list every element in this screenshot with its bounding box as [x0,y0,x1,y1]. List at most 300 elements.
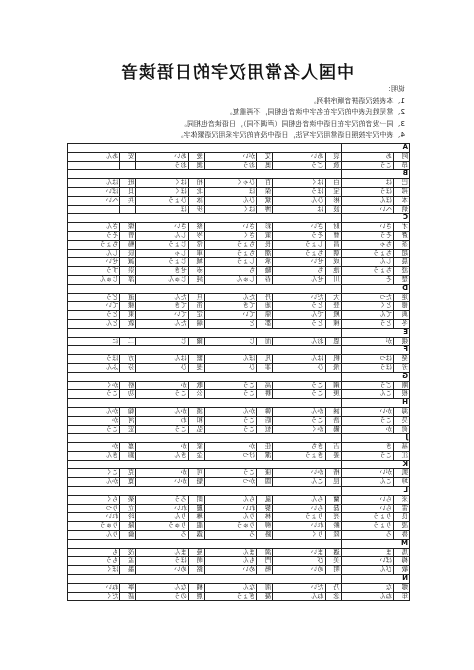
kanji-cell: 端 [188,319,204,328]
reading-cell: ひ [136,363,188,372]
reading-cell: らく [68,495,120,504]
reading-cell: ぼく [68,566,120,575]
section-header-row [68,346,410,355]
reading-cell: ひ [273,363,325,372]
reading-cell: けつ [204,451,256,460]
kanji-cell: 東 [120,311,136,320]
note-item: 2、常见姓氏表中的汉字在名字中读音也相同，不再重复。 [225,108,405,116]
section-header-blank [68,539,342,548]
kanji-cell: 門 [257,557,273,566]
kanji-cell: 克 [120,469,136,478]
reading-cell: まん [204,548,256,557]
reading-cell: な [341,583,393,592]
kanji-cell: 家 [188,443,204,452]
kanji-cell: 高 [257,381,273,390]
kanji-cell: 金 [188,451,204,460]
reading-cell: ひん [204,196,256,205]
kanji-cell: 白 [325,179,341,188]
kanji-cell: 笛 [188,302,204,311]
kanji-cell: 彩 [257,223,273,232]
reading-cell: ちょう [341,267,393,276]
reading-cell: じ [136,337,188,346]
kanji-cell: 城 [188,258,204,267]
reading-cell: りん [204,513,256,522]
note-item: 4、表中汉字按照日语常用汉字写法，日语中没有的汉字采用汉语繁体字。 [176,131,405,139]
kanji-cell: 昂 [394,161,410,170]
kanji-cell: 長 [257,240,273,249]
table-row [68,390,410,399]
kanji-cell: 飛 [325,363,341,372]
section-header-row [68,539,410,548]
kanji-cell: 皓 [257,416,273,425]
kanji-cell: 荷 [394,425,410,434]
reading-cell: らい [341,504,393,513]
reading-cell: ちょう [341,249,393,258]
kanji-cell: 丹 [257,293,273,302]
kanji-cell: 姜 [325,451,341,460]
reading-cell: りつ [68,504,120,513]
kanji-cell: 雷 [394,504,410,513]
kanji-cell: 誠 [120,258,136,267]
reading-cell: とう [68,311,120,320]
kanji-cell: 敏 [394,566,410,575]
kanji-cell: 海 [394,407,410,416]
kanji-cell: 満 [257,548,273,557]
reading-cell: ろ [204,531,256,540]
table-row [68,179,410,188]
reading-cell: あん [68,152,120,161]
kanji-cell: 曾 [120,231,136,240]
table-row [68,293,410,302]
kanji-cell: 保 [257,187,273,196]
kanji-cell: 淳 [120,275,136,284]
kanji-cell: 黎 [257,504,273,513]
kanji-cell: 繁 [188,355,204,364]
readings-table-body [68,144,410,601]
reading-cell: こう [68,390,120,399]
table-row [68,425,410,434]
table-row [68,275,410,284]
reading-cell: でん [273,311,325,320]
reading-cell: ぎょう [204,592,256,601]
reading-cell: ふん [68,363,120,372]
kanji-cell: 阿 [394,152,410,161]
kanji-cell [120,161,136,170]
reading-cell: ほう [136,557,188,566]
reading-cell: らい [341,495,393,504]
kanji-cell: 琳 [188,513,204,522]
reading-cell: こう [204,469,256,478]
reading-cell: しゅん [204,275,256,284]
reading-cell: ほう [341,363,393,372]
kanji-cell: 蔡 [188,223,204,232]
kanji-cell: 方 [120,355,136,364]
reading-cell: ほう [341,187,393,196]
reading-cell: なん [136,583,188,592]
reading-cell: はく [136,179,188,188]
kanji-cell: 梅 [394,557,410,566]
kanji-cell: 齢 [325,522,341,531]
reading-cell: れい [136,504,188,513]
kanji-cell: 凌 [394,522,410,531]
reading-cell: どう [68,293,120,302]
reading-cell: れい [204,504,256,513]
kanji-cell: 達 [394,293,410,302]
table-row [68,566,410,575]
reading-cell: こう [341,451,393,460]
reading-cell: すう [68,267,120,276]
kanji-cell: 登 [325,302,341,311]
reading-cell: りゅう [68,522,120,531]
reading-cell: あい [273,152,325,161]
reading-cell: こう [68,425,120,434]
section-header-row [68,460,410,469]
kanji-cell: 路 [257,531,273,540]
kanji-cell: 徳 [394,302,410,311]
kanji-cell: 承 [257,258,273,267]
kanji-cell: 步 [188,205,204,214]
reading-cell: たつ [341,293,393,302]
reading-cell: ひゃく [204,179,256,188]
reading-cell: めい [273,566,325,575]
section-header-blank [68,284,342,293]
table-row [68,311,410,320]
reading-cell: ざい [273,223,325,232]
reading-cell: こう [273,416,325,425]
kanji-cell [120,205,136,214]
table-row [68,196,410,205]
kanji-cell: 庚 [325,390,341,399]
kanji-cell: 潮 [257,249,273,258]
section-header-blank [68,487,342,496]
kanji-cell: 鶴 [325,425,341,434]
kanji-cell: 良 [394,513,410,522]
reading-cell: に [68,337,120,346]
reading-cell: だい [273,293,325,302]
reading-cell [68,161,120,170]
table-row [68,381,410,390]
reading-cell: か [68,443,120,452]
kanji-cell: 乃 [325,583,341,592]
reading-cell: そ [341,275,393,284]
kanji-cell: 鋼 [325,381,341,390]
section-header-row [68,434,410,443]
section-header-blank [68,575,342,584]
table-row [68,548,410,557]
reading-cell: ばい [341,557,393,566]
reading-cell: かん [68,478,120,487]
reading-cell: ごう [341,381,393,390]
kanji-cell: 基 [394,443,410,452]
kanji-cell: 南 [257,583,273,592]
reading-cell: はん [68,179,120,188]
reading-cell: れい [68,513,120,522]
reading-cell: かん [136,407,188,416]
section-letter: D [341,284,409,293]
kanji-cell: 道 [120,293,136,302]
kanji-cell: 昌 [325,240,341,249]
reading-cell: び [273,557,325,566]
reading-cell: こく [68,469,120,478]
reading-cell: わ [136,416,188,425]
reading-cell: じょう [136,258,188,267]
table-row [68,223,410,232]
kanji-cell: 澄 [394,267,410,276]
reading-cell: じょう [136,240,188,249]
reading-cell: さん [68,223,120,232]
section-header-row [68,328,410,337]
reading-cell: てき [136,302,188,311]
kanji-cell: 邦 [394,187,410,196]
section-letter: H [341,399,409,408]
kanji-cell: 辰 [120,249,136,258]
section-header-blank [68,346,342,355]
section-header-blank [68,399,342,408]
kanji-cell: 陸 [325,531,341,540]
reading-cell: ち [273,267,325,276]
reading-cell: たん [136,293,188,302]
table-row [68,451,410,460]
reading-cell: てん [341,311,393,320]
reading-cell: ひょう [136,196,188,205]
reading-cell: ひ [204,363,256,372]
kanji-cell: 玲 [120,513,136,522]
kanji-cell: 曹 [325,231,341,240]
section-letter: N [341,575,409,584]
reading-cell: き [341,443,393,452]
kanji-cell: 昊 [394,416,410,425]
reading-cell: ねん [341,592,393,601]
reading-cell: ひん [273,196,325,205]
kanji-cell: 斐 [188,363,204,372]
kanji-cell: 帆 [325,355,341,364]
kanji-cell: 超 [394,249,410,258]
reading-cell: は [273,205,325,214]
kanji-cell: 安 [120,152,136,161]
kanji-cell: 磊 [325,504,341,513]
kanji-cell: 常 [188,240,204,249]
reading-cell: かく [68,381,120,390]
kanji-cell: 柏 [188,179,204,188]
reading-cell: とん [68,319,120,328]
reading-cell: てい [204,311,256,320]
kanji-cell: 明 [325,566,341,575]
kanji-cell: 蘭 [325,495,341,504]
reading-cell: はく [204,205,256,214]
kanji-cell: 茶 [394,240,410,249]
kanji-cell: 芬 [120,363,136,372]
kanji-cell: 冬 [394,319,410,328]
table-row [68,205,410,214]
section-header-row [68,487,410,496]
kanji-cell: 二 [120,337,136,346]
kanji-cell: 赤 [188,267,204,276]
reading-cell: じゅん [136,275,188,284]
kanji-cell: 茂 [120,548,136,557]
reading-cell: かん [273,407,325,416]
section-header-blank [68,434,342,443]
reading-cell: りゅう [136,522,188,531]
kanji-cell: 浩 [325,416,341,425]
kanji-cell: 寛 [120,478,136,487]
reading-cell: りょう [341,522,393,531]
reading-cell: じ [204,337,256,346]
reading-cell: こう [204,416,256,425]
reading-cell: ろう [136,495,188,504]
kanji-cell: 奥 [257,161,273,170]
table-row [68,337,410,346]
kanji-cell: 闊 [257,478,273,487]
section-header-blank [68,170,342,179]
kanji-cell: 麗 [188,504,204,513]
reading-cell: と [204,319,256,328]
kanji-cell: 銘 [188,566,204,575]
table-row [68,240,410,249]
reading-cell: か [136,443,188,452]
kanji-cell: 萌 [188,557,204,566]
reading-cell: が [341,337,393,346]
reading-cell: ほく [136,187,188,196]
kanji-cell: 而 [257,337,273,346]
reading-cell: かく [273,425,325,434]
reading-cell: ほ [136,205,188,214]
kanji-cell: 暢 [120,240,136,249]
table-row [68,469,410,478]
kanji-cell: 鼎 [257,311,273,320]
kanji-cell: 坤 [394,478,410,487]
reading-cell: か [136,381,188,390]
reading-cell: ろ [136,531,188,540]
reading-cell: さい [136,223,188,232]
reading-cell: そう [341,231,393,240]
kanji-cell: 車 [188,249,204,258]
kanji-cell: 棟 [325,319,341,328]
reading-cell: ちょう [68,240,120,249]
reading-cell: せい [273,258,325,267]
table-row [68,258,410,267]
reading-cell: ねい [68,583,120,592]
kanji-cell: 吉 [325,443,341,452]
kanji-cell: 大 [325,293,341,302]
kanji-cell: 鳴 [257,566,273,575]
reading-cell: ほ [204,187,256,196]
kanji-cell: 林 [257,513,273,522]
kanji-cell: 寧 [120,583,136,592]
kanji-cell: 孟 [120,557,136,566]
kanji-cell: 佳 [257,443,273,452]
section-header-blank [68,214,342,223]
reading-cell: かん [204,407,256,416]
table-row [68,531,410,540]
reading-cell: とう [273,319,325,328]
reading-cell: りゅう [204,522,256,531]
reading-cell: へい [341,205,393,214]
kanji-cell: 波 [325,205,341,214]
reading-cell: びん [341,566,393,575]
reading-cell: きょう [273,451,325,460]
reading-cell: りん [68,531,120,540]
reading-cell: かい [341,407,393,416]
document-title: 中国人名常用汉字的日语读音 [120,63,354,83]
kanji-cell: 農 [188,592,204,601]
reading-cell: こう [136,390,188,399]
table-row [68,363,410,372]
kanji-cell: 功 [120,390,136,399]
reading-cell: のう [136,592,188,601]
kanji-cell: 炳 [394,205,410,214]
reading-cell: ばい [68,187,120,196]
kanji-cell: 亮 [325,513,341,522]
kanji-cell: 凱 [394,469,410,478]
table-row [68,478,410,487]
reading-cell: ろ [341,531,393,540]
section-header-row [68,372,410,381]
kanji-cell: 斌 [257,196,273,205]
reading-cell: てい [136,311,188,320]
kanji-cell: 格 [120,381,136,390]
reading-cell: あ [341,152,393,161]
table-row [68,267,410,276]
section-letter: L [341,487,409,496]
kanji-cell: 楷 [325,469,341,478]
reading-cell: も [68,548,120,557]
reading-cell: たん [204,293,256,302]
kanji-cell: 年 [394,592,410,601]
reading-cell: てき [204,302,256,311]
reading-cell: ほう [68,355,120,364]
reading-cell: まん [136,548,188,557]
reading-cell: はん [136,355,188,364]
kanji-cell: 敖 [325,161,341,170]
reading-cell: かつ [204,478,256,487]
kanji-cell: 邁 [325,548,341,557]
kanji-cell: 彬 [325,196,341,205]
reading-cell: りく [273,531,325,540]
table-row [68,513,410,522]
kanji-cell: 韓 [257,407,273,416]
reading-cell: ぼん [204,355,256,364]
table-row [68,416,410,425]
kanji-cell: 諾 [120,592,136,601]
reading-cell: まい [273,548,325,557]
reading-cell: かい [136,478,188,487]
kanji-cell: 凡 [257,355,273,364]
table-row [68,319,410,328]
kanji-cell: 馬 [394,548,410,557]
kanji-cell: 定 [188,311,204,320]
section-header-row [68,214,410,223]
kanji-cell: 魯 [394,531,410,540]
kanji-cell: 川 [325,275,341,284]
table-row [68,495,410,504]
reading-cell: ほん [341,196,393,205]
reading-cell: おう [136,161,188,170]
kanji-cell: 倫 [120,531,136,540]
kanji-cell: 楚 [394,275,410,284]
section-header-row [68,399,410,408]
kanji-cell: 芳 [394,363,410,372]
kanji-cell: 兵 [120,196,136,205]
table-row [68,522,410,531]
reading-cell: こう [204,390,256,399]
kanji-cell: 本 [394,196,410,205]
kanji-cell: 河 [120,416,136,425]
kanji-cell: 敦 [120,319,136,328]
kanji-cell: 和 [188,416,204,425]
section-letter: C [341,214,409,223]
kanji-cell: 春 [257,275,273,284]
kanji-cell: 耕 [257,390,273,399]
